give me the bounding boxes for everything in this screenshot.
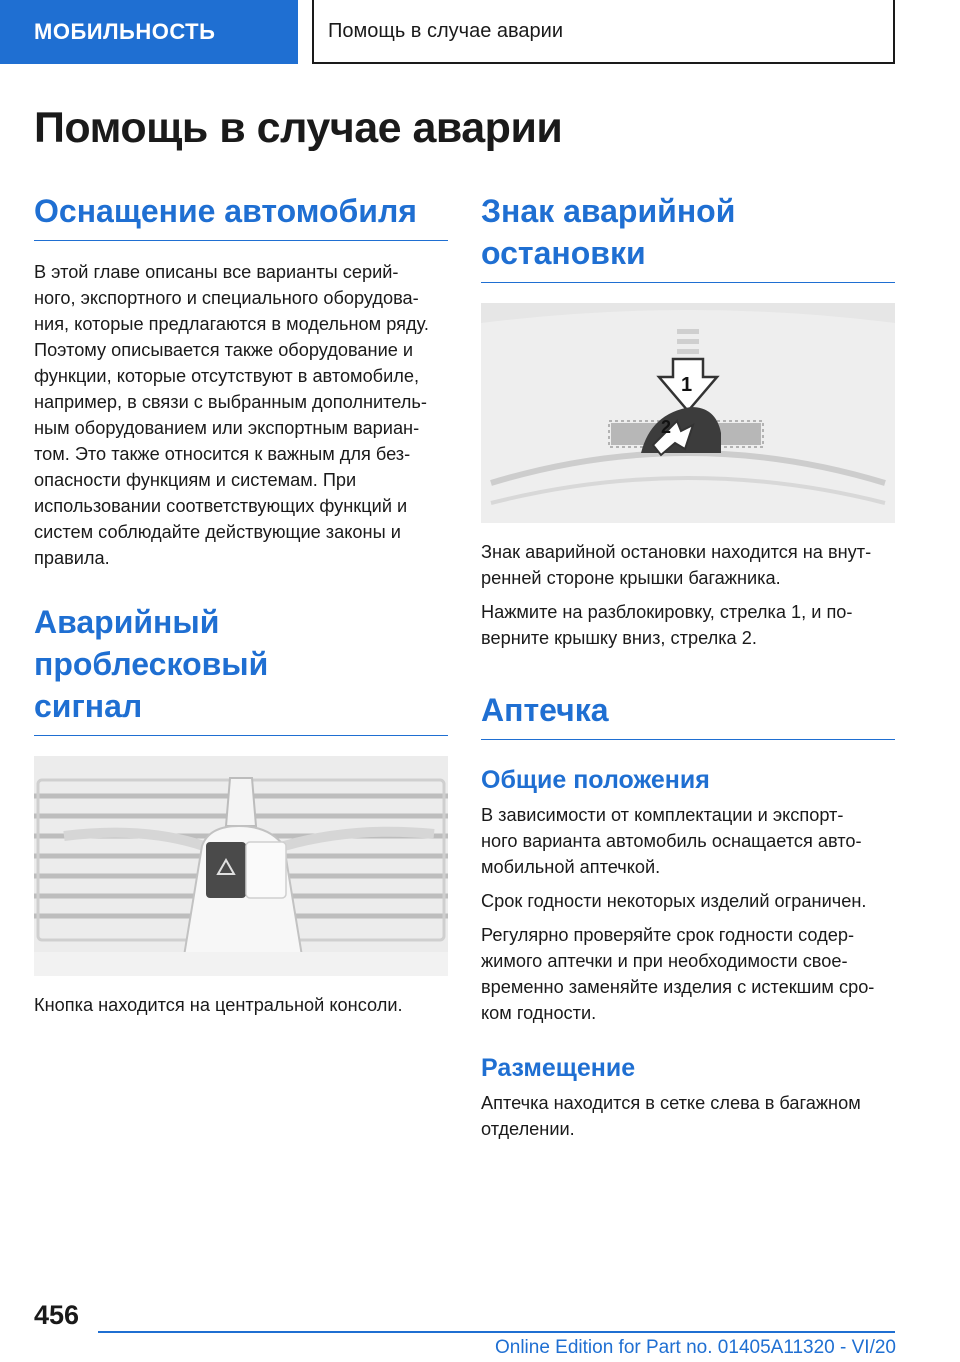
text-line: правила.: [34, 548, 110, 568]
section-header: [312, 0, 895, 64]
adjacent-button: [246, 842, 286, 898]
footer-rule: [98, 1331, 895, 1333]
section-header-title: Помощь в случае аварии: [328, 19, 563, 42]
first-aid-heading: Аптечка: [481, 689, 895, 740]
text-line: мобильной аптечкой.: [481, 857, 661, 877]
text-line: Знак аварийной остановки находится на внут-: [481, 542, 872, 562]
general-paragraph-2: [481, 888, 895, 914]
warning-triangle-figure: [481, 303, 895, 523]
equipment-heading: Оснащение автомобиля: [34, 190, 448, 241]
page-number: 456: [34, 1300, 80, 1330]
text-line: В этой главе описаны все варианты серий-: [34, 262, 399, 282]
general-paragraph-3: [481, 922, 895, 1026]
text-line: например, в связи с выбранным дополнитель-: [34, 392, 427, 412]
text-line: временно заменяйте изделия с истекшим сро-: [481, 977, 875, 997]
hazard-console-illustration: [34, 756, 448, 976]
text-line: использовании соответствующих функций и: [34, 496, 408, 516]
equipment-paragraph: [34, 259, 448, 571]
right-column: [481, 190, 895, 1142]
arrow-1-label: 1: [681, 374, 693, 396]
chapter-tab[interactable]: [0, 0, 298, 64]
hazard-button: [206, 842, 246, 898]
text-line: ния, которые предлагаются в модельном ряду.: [34, 314, 429, 334]
trunk-lid-illustration: [481, 303, 895, 523]
heading-line: сигнал: [34, 688, 143, 724]
triangle-paragraph-1: [481, 539, 895, 591]
text-line: ного варианта автомобиль оснащается авто-: [481, 831, 862, 851]
text-line: Поэтому описывается также оборудование и: [34, 340, 414, 360]
text-line: ным оборудованием или экспортным вариан-: [34, 418, 420, 438]
text-line: верните крышку вниз, стрелка 2.: [481, 628, 757, 648]
text-line: систем соблюдайте действующие законы и: [34, 522, 401, 542]
vent-tab: [226, 778, 256, 826]
footer-edition: Online Edition for Part no. 01405A11320 - VI/20: [494, 1337, 896, 1358]
hazard-heading: [34, 601, 448, 736]
text-line: том. Это также относится к важным для без-: [34, 444, 411, 464]
chapter-tab-label: МОБИЛЬНОСТЬ: [34, 19, 216, 44]
text-line: отделении.: [481, 1119, 575, 1139]
text-line: жимого аптечки и при необходимости свое-: [481, 951, 848, 971]
text-line: Регулярно проверяйте срок годности содер-: [481, 925, 855, 945]
text-line: опасности функциям и системам. При: [34, 470, 357, 490]
left-column: [34, 190, 448, 1018]
text-line: Аптечка находится в сетке слева в багажном: [481, 1093, 861, 1113]
heading-line: Знак аварийной: [481, 193, 736, 229]
text-line: Нажмите на разблокировку, стрелка 1, и по-: [481, 602, 853, 622]
triangle-heading: [481, 190, 895, 283]
text-line: ком годности.: [481, 1003, 597, 1023]
heading-line: остановки: [481, 235, 646, 271]
text-line: ренней стороне крышки багажника.: [481, 568, 781, 588]
page-title: Помощь в случае аварии: [34, 104, 563, 152]
placement-paragraph: [481, 1090, 895, 1142]
triangle-paragraph-2: [481, 599, 895, 651]
text-line: Срок годности некоторых изделий ограничен.: [481, 891, 867, 911]
heading-line: Аварийный проблесковый: [34, 604, 269, 682]
hazard-button-figure: [34, 756, 448, 976]
general-heading: Общие положения: [481, 766, 710, 794]
text-line: ного, экспортного и специального оборудова-: [34, 288, 419, 308]
arrow-2-label: 2: [661, 417, 672, 437]
hazard-caption: Кнопка находится на центральной консоли.: [34, 995, 403, 1015]
general-paragraph-1: [481, 802, 895, 880]
placement-heading: Размещение: [481, 1054, 636, 1082]
text-line: функции, которые отсутствуют в автомобиле,: [34, 366, 420, 386]
text-line: В зависимости от комплектации и экспорт-: [481, 805, 844, 825]
